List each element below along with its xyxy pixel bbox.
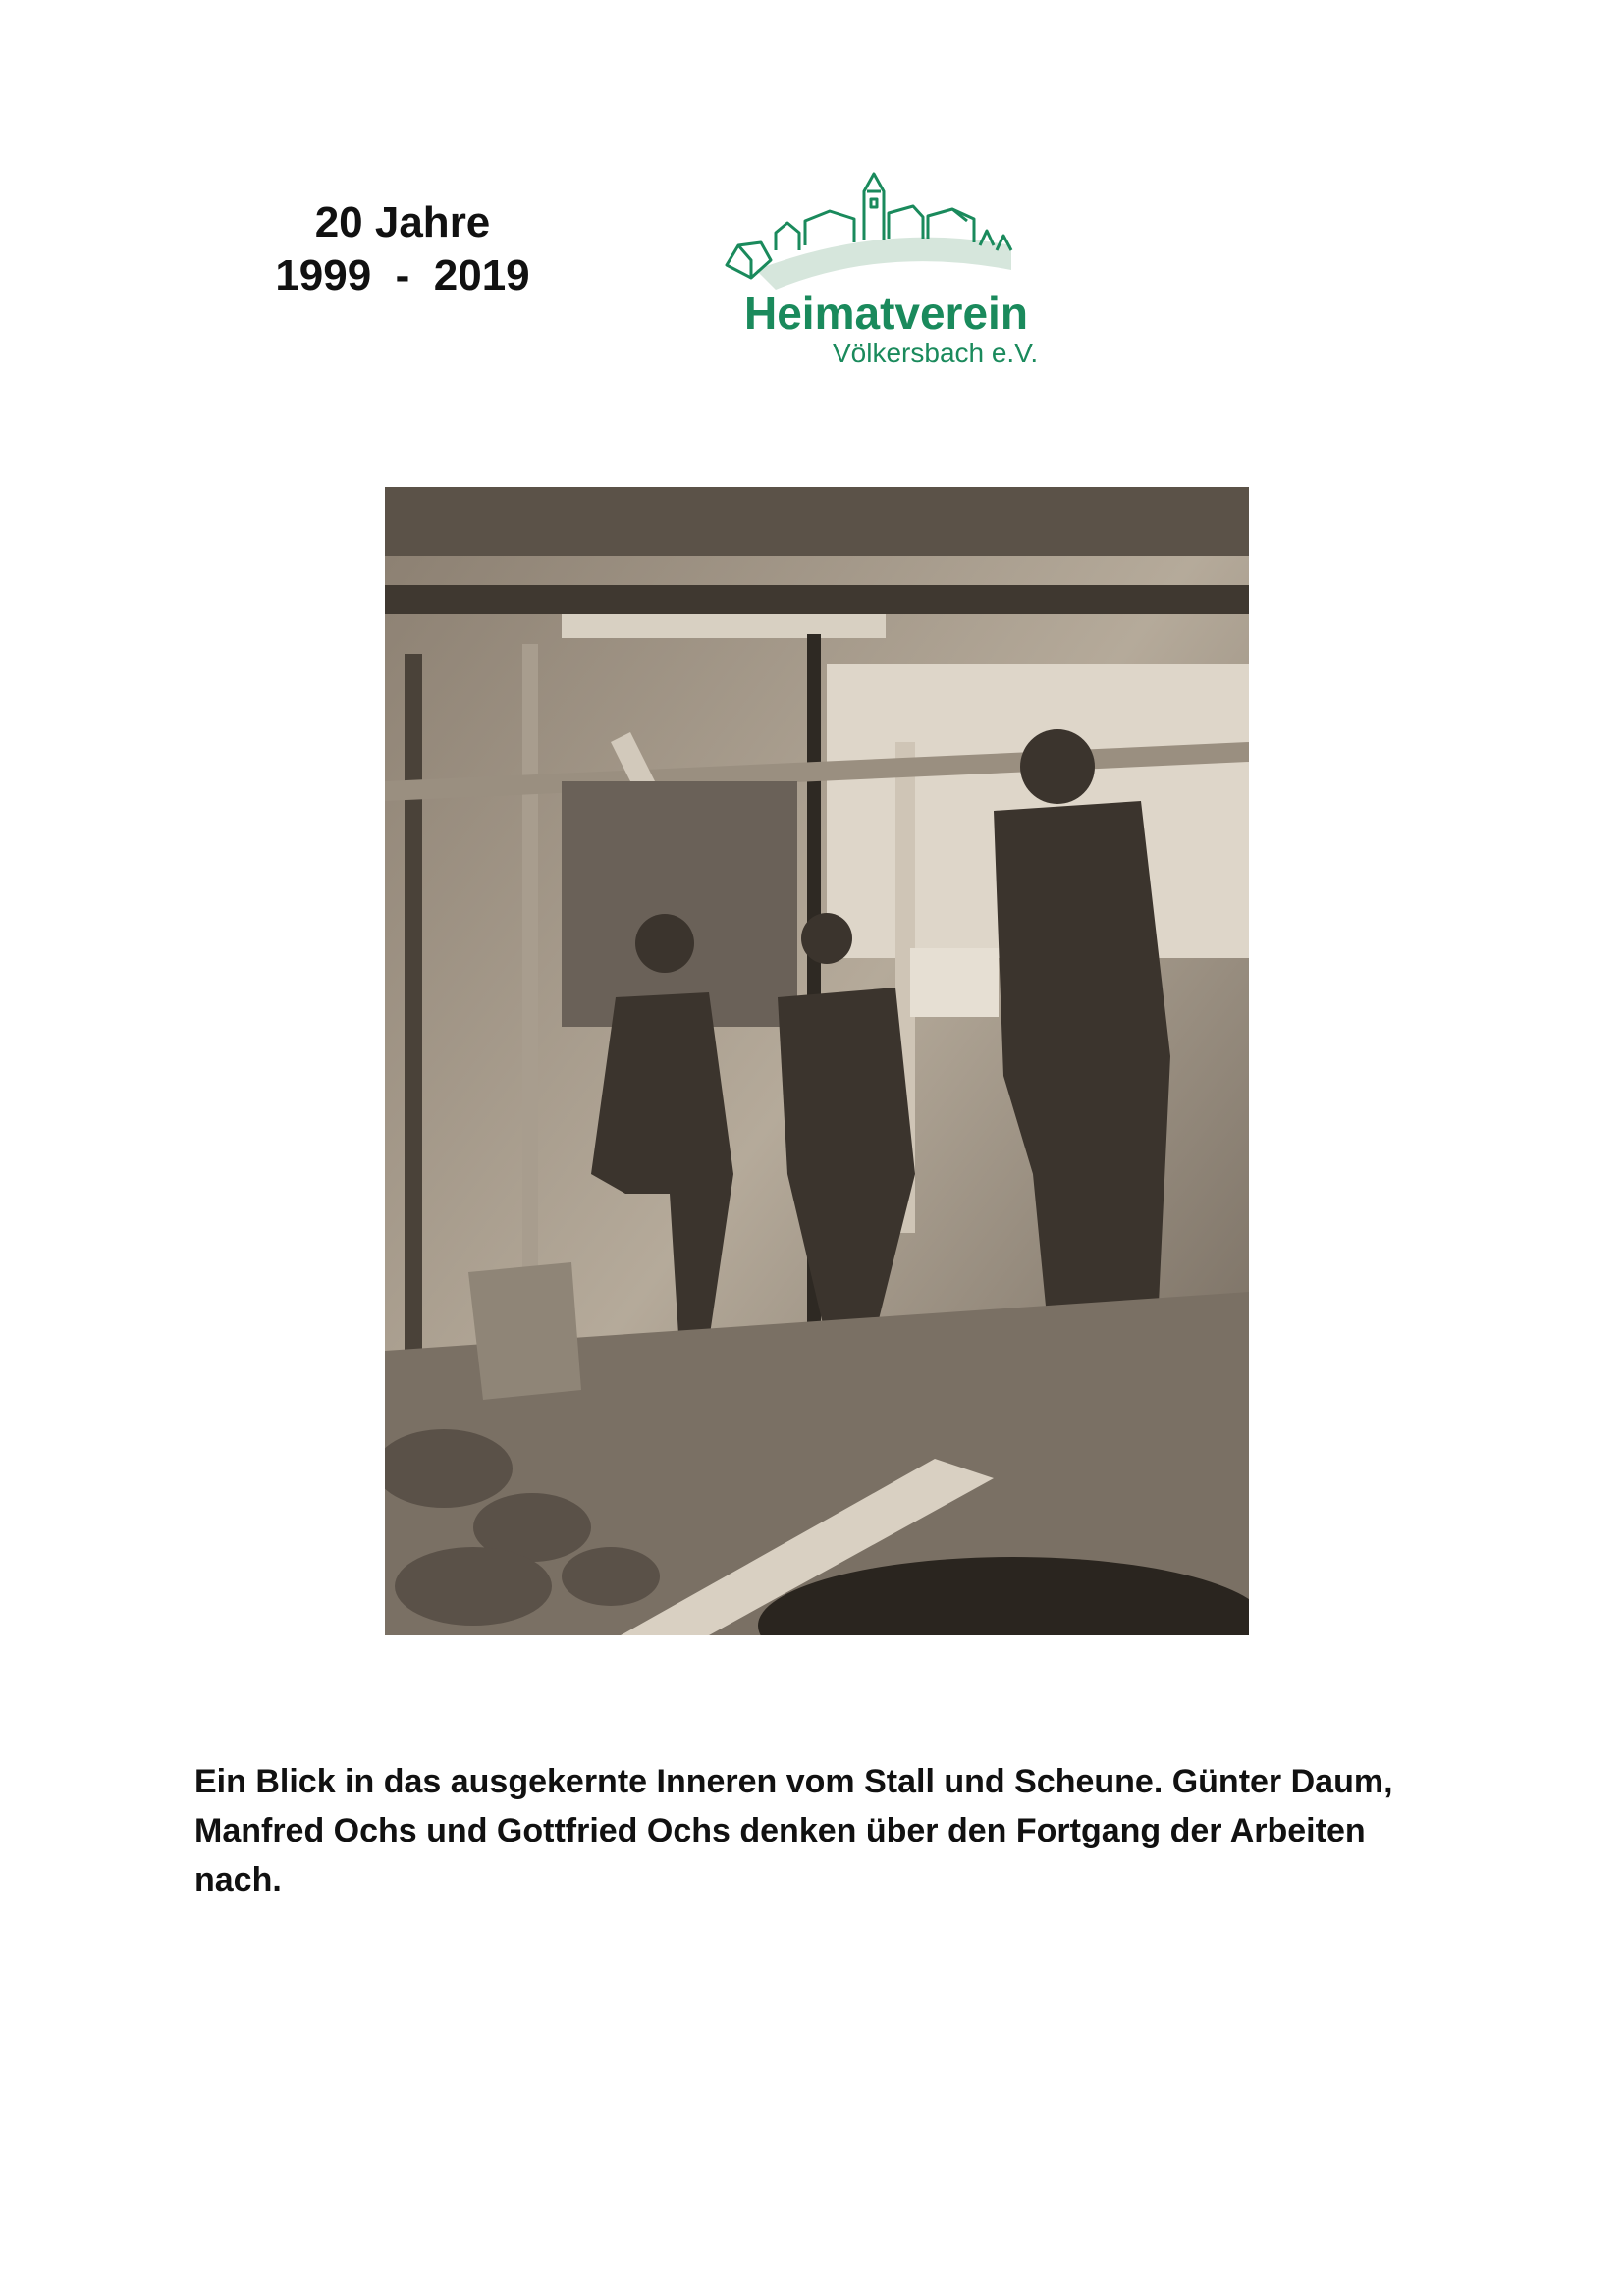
heimatverein-logo	[717, 152, 1070, 383]
anniversary-date-range: 1999 - 2019	[275, 251, 530, 299]
logo-subtitle: Völkersbach e.V.	[833, 338, 1039, 368]
anniversary-years-count: 20 Jahre	[314, 198, 491, 246]
workshop-photo	[385, 487, 1249, 1635]
anniversary-block	[226, 196, 579, 302]
logo-name: Heimatverein	[744, 288, 1028, 339]
photo-caption: Ein Blick in das ausgekernte Inneren vom Stall und Scheune. Günter Daum, Manfred Ochs und Gottfried Ochs denken über den Fortgang der Arbeiten nach.	[194, 1763, 1393, 1898]
